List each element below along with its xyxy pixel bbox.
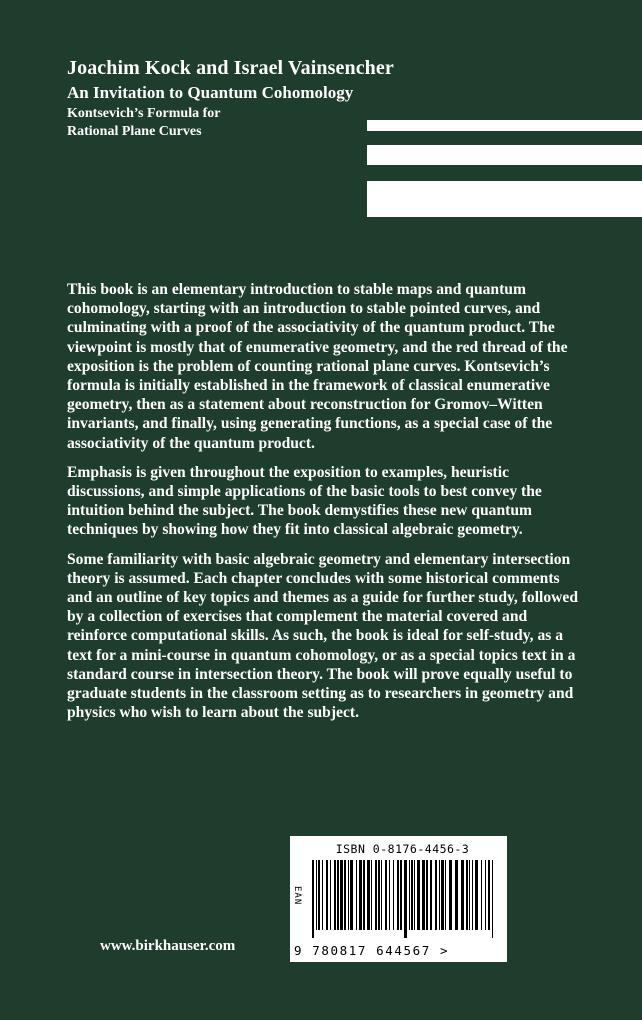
blurb	[67, 280, 587, 732]
barcode-icon	[308, 860, 500, 938]
decorative-bar-1	[367, 120, 642, 131]
subtitle-line-1: Kontsevich’s Formula for	[67, 106, 221, 121]
isbn-label: ISBN 0-8176-4456-3	[335, 842, 470, 856]
blurb-paragraph-1: This book is an elementary introduction to stable maps and quantum cohomology, starting with an introduction to stable pointed curves, and culminating with a proof of the associativity of the quantum product. The viewpoint is mostly that of enumerative geometry, and the red thread of the exposition is the problem of counting rational plane curves. Kontsevich’s formula is initially established in the framework of classical enumerative geometry, then as a statement about reconstruction for Gromov–Witten invariants, and finally, using generating functions, as a special case of the associativity of the quantum product.	[67, 281, 568, 452]
blurb-paragraph-2: Emphasis is given throughout the exposition to examples, heuristic discussions, and simple applications of the basic tools to best convey the intuition behind the subject. The book demystifies these new quantum techniques by showing how they fit into classical algebraic geometry.	[67, 463, 542, 539]
blurb-paragraph-3: Some familiarity with basic algebraic geometry and elementary intersection theory is assumed. Each chapter concludes with some historical comments and an outline of key topics and themes as a guide for further study, followed by a collection of exercises that complement the material covered and reinforce computational skills. As such, the book is ideal for self-study, as a text for a mini-course in quantum cohomology, or as a special topics text in a standard course in intersection theory. The book will prove equally useful to graduate students in the classroom setting as to researchers in geometry and physics who wish to learn about the subject.	[67, 550, 579, 722]
subtitle-line-2: Rational Plane Curves	[67, 124, 202, 139]
book-title: An Invitation to Quantum Cohomology	[67, 83, 354, 102]
ean-label: EAN	[292, 886, 302, 906]
decorative-bar-3	[367, 181, 642, 217]
barcode-panel	[290, 836, 507, 962]
publisher-url[interactable]: www.birkhauser.com	[100, 938, 236, 954]
book-subtitle	[67, 105, 220, 141]
authors: Joachim Kock and Israel Vainsencher	[67, 57, 394, 79]
decorative-bar-2	[367, 145, 642, 165]
ean-digits: 9 780817 644567 >	[294, 943, 450, 958]
